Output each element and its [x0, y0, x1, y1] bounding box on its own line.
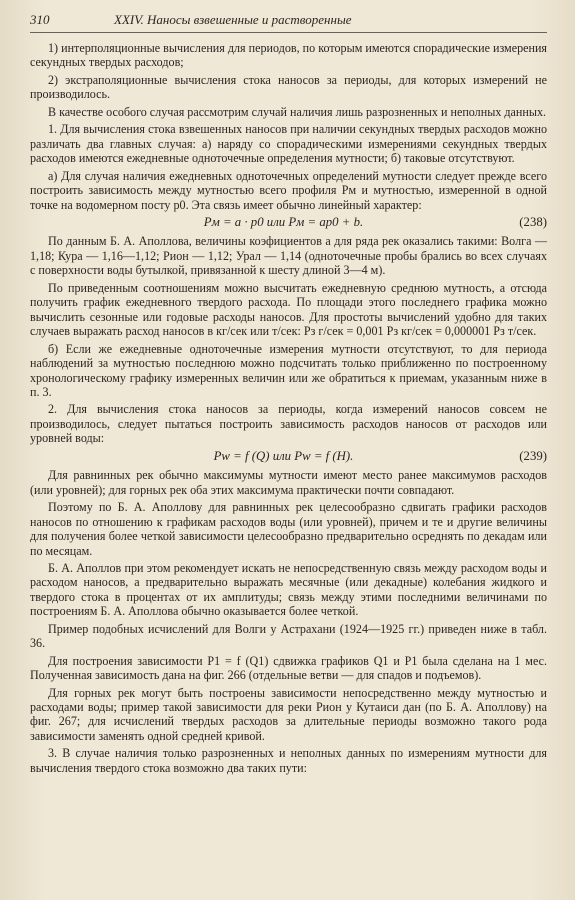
paragraph: б) Если же ежедневные одноточечные измерения мутности отсутствуют, то для периода наблюдений за мутностью последнюю можно подсчитать только приближенно по построенному хронологическому графику измеренных величин или же обратиться к приемам, указанным ниже в п. 3. — [30, 341, 547, 399]
page-number: 310 — [30, 12, 50, 27]
paragraph: Б. А. Аполлов при этом рекомендует искать не непосредственную связь между расходом воды и расходом наносов, а предварительно выражать месячные (или декадные) колебания жидкого и твердого стока в процентах от их амплитуды; связь между этими последними величинами по построениям Б. А. Аполлова обычно оказывается более четкой. — [30, 560, 547, 619]
paragraph: Поэтому по Б. А. Аполлову для равнинных рек целесообразно сдвигать графики расходов наносов по отношению к графикам расходов воды (или уровней), причем и те и другие величины для получения более четкой зависимости целесообразно предварительно осреднять по декадам или по месяцам. — [30, 500, 547, 558]
page-header — [30, 12, 547, 33]
formula-expression: Pм = a · p0 или Pм = ap0 + b. — [203, 214, 364, 229]
paragraph: 1) интерполяционные вычисления для периодов, по которым имеются спорадические измерения секундных твердых расходов; — [30, 41, 547, 70]
paragraph: 2) экстраполяционные вычисления стока наносов за периоды, для которых измерений не производилось. — [30, 72, 547, 102]
paragraph: По данным Б. А. Аполлова, величины коэфициентов a для ряда рек оказались такими: Волга — 1,18; Кура — 1,16—1,12; Рион — 1,12; Урал — 1,14 (одноточечные пробы брались во всех случаях с поверхности воды бутылкой, привязанной к шесту длиной 3—4 м). — [30, 234, 547, 278]
paragraph: а) Для случая наличия ежедневных одноточечных определений мутности следует прежде всего построить зависимость между мутностью всего профиля Pм и мутностью, измеренной в одной точке на водомерном посту p0. Эта связь имеет обычно линейный характер: — [30, 168, 547, 212]
formula-expression: Pw = f (Q) или Pw = f (H). — [213, 448, 354, 463]
paragraph: По приведенным соотношениям можно высчитать ежедневную среднюю мутность, а отсюда получить график ежедневного твердого расхода. По площади этого последнего графика можно вычислить сезонные или годовые расходы наносов. Для простоты вычислений удобно для таких случаев выражать расход наносов в кг/сек или т/сек: Pз г/сек = 0,001 Pз кг/сек = 0,000001 Pз т/сек. — [30, 280, 547, 339]
formula-239 — [30, 449, 547, 463]
formula-238 — [30, 215, 547, 229]
paragraph: В качестве особого случая рассмотрим случай наличия лишь разрозненных и неполных данных. — [48, 104, 547, 119]
paragraph: Пример подобных исчислений для Волги у Астрахани (1924—1925 гг.) приведен ниже в табл. 36. — [30, 621, 547, 651]
running-title: XXIV. Наносы взвешенные и растворенные — [114, 12, 352, 27]
formula-number: (238) — [519, 214, 547, 229]
paragraph: 2. Для вычисления стока наносов за периоды, когда измерений наносов совсем не производилось, следует пытаться построить зависимость расходов наносов от расходов или уровней воды: — [30, 402, 547, 446]
paragraph: Для горных рек могут быть построены зависимости непосредственно между мутностью и расходами воды; пример такой зависимости для реки Рион у Кутаиси дан (по Б. А. Аполлову) на фиг. 267; для исчислений твердых расходов за длительные периоды возможно такого рода зависимости заменять одной средней кривой. — [30, 685, 547, 743]
paragraph: 1. Для вычисления стока взвешенных наносов при наличии секундных твердых расходов можно различать два главных случая: а) наряду со спорадическими измерениями секундных твердых расходов имеются ежедневные одноточечные определения мутности; б) таковые отсутствуют. — [30, 122, 547, 166]
formula-number: (239) — [519, 448, 547, 463]
paragraph: Для равнинных рек обычно максимумы мутности имеют место ранее максимумов расходов (или уровней); для горных рек оба этих максимума практически почти совпадают. — [30, 468, 547, 497]
paragraph: Для построения зависимости P1 = f (Q1) сдвижка графиков Q1 и P1 была сделана на 1 мес. Полученная зависимость дана на фиг. 266 (отдельные ветви — для спадов и подъемов). — [30, 653, 547, 683]
page-body — [30, 41, 547, 775]
paragraph: 3. В случае наличия только разрозненных и неполных данных по измерениям мутности для вычисления твердого стока возможно два таких пути: — [30, 746, 547, 775]
